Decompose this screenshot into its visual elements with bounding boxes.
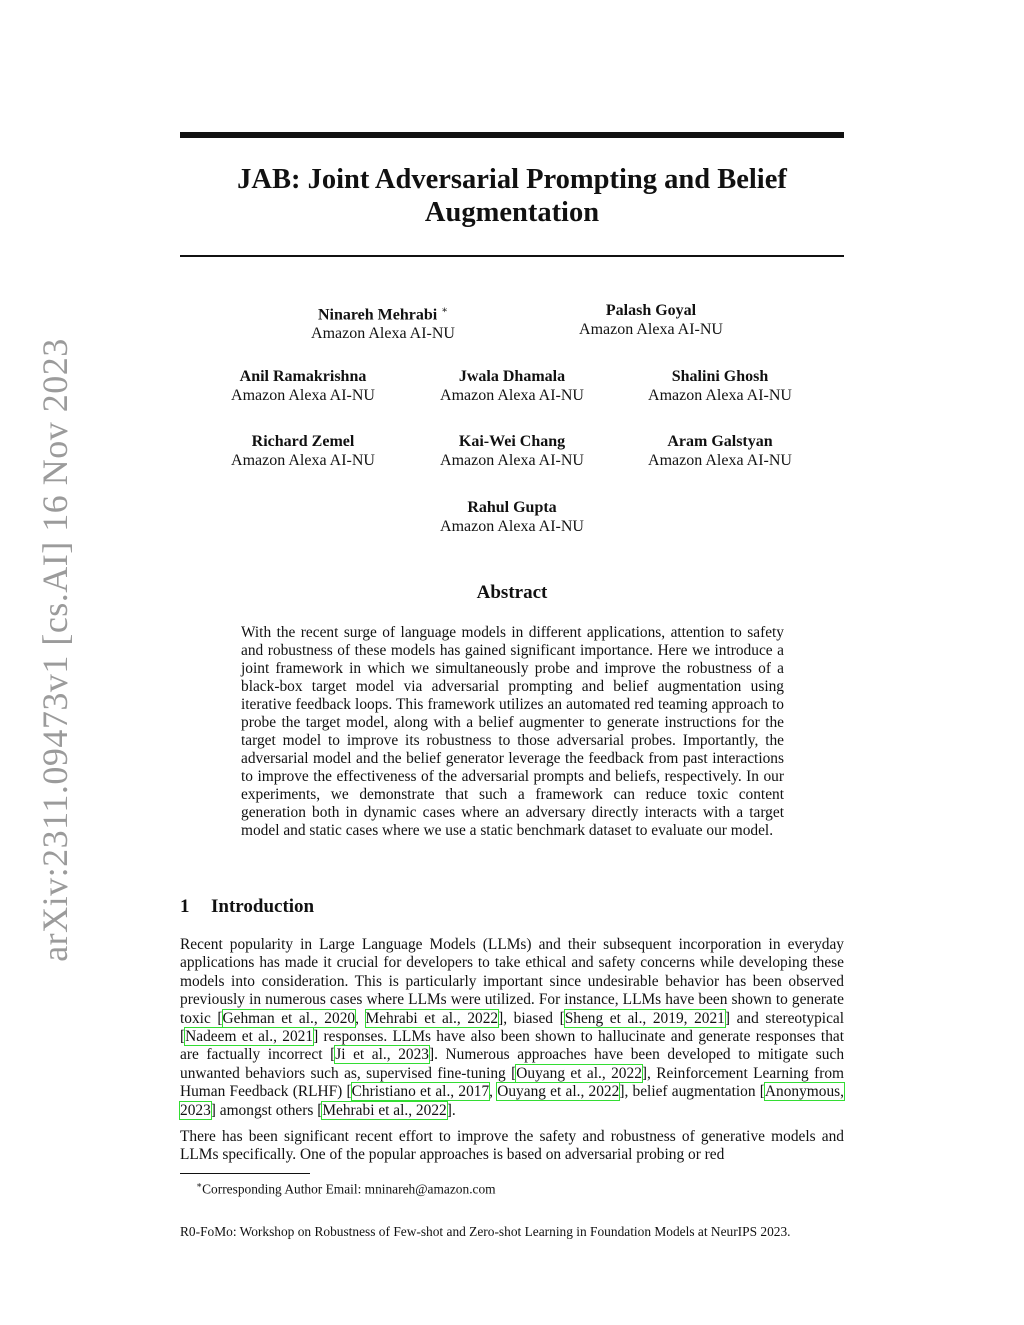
author-affiliation: Amazon Alexa AI-NU bbox=[440, 518, 584, 535]
author-block bbox=[541, 301, 761, 339]
author-name: Ninareh Mehrabi ∗ bbox=[317, 305, 449, 324]
author-block bbox=[610, 367, 830, 405]
citation-link[interactable]: Ji et al., 2023 bbox=[335, 1046, 429, 1064]
title-bottom-rule bbox=[180, 255, 844, 257]
footnote-text: Corresponding Author Email: mninareh@amazon.com bbox=[202, 1181, 496, 1197]
author-name: Jwala Dhamala bbox=[458, 368, 566, 385]
author-affiliation: Amazon Alexa AI-NU bbox=[231, 387, 375, 404]
author-block bbox=[402, 498, 622, 536]
author-footnote-mark: ∗ bbox=[441, 305, 449, 316]
paper-title: JAB: Joint Adversarial Prompting and Belief Augmentation bbox=[237, 164, 787, 228]
author-affiliation: Amazon Alexa AI-NU bbox=[579, 321, 723, 338]
author-affiliation: Amazon Alexa AI-NU bbox=[440, 387, 584, 404]
author-block bbox=[402, 432, 622, 470]
citation-link[interactable]: Mehrabi et al., 2022 bbox=[322, 1101, 447, 1119]
citation-link[interactable]: Mehrabi et al., 2022 bbox=[365, 1009, 499, 1027]
intro-paragraph-2: There has been significant recent effort to improve the safety and robustness of generative models and LLMs specifically. One of the popular approaches is based on adversarial probing or red bbox=[180, 1128, 844, 1164]
section-title: Introduction bbox=[211, 896, 315, 917]
author-affiliation: Amazon Alexa AI-NU bbox=[440, 452, 584, 469]
abstract-heading: Abstract bbox=[476, 582, 548, 603]
author-affiliation: Amazon Alexa AI-NU bbox=[648, 452, 792, 469]
citation-link[interactable]: Ouyang et al., 2022 bbox=[497, 1083, 620, 1101]
author-name: Rahul Gupta bbox=[467, 499, 557, 516]
author-name: Palash Goyal bbox=[605, 302, 697, 319]
author-name: Anil Ramakrishna bbox=[239, 368, 367, 385]
footnote bbox=[196, 1177, 496, 1197]
author-block bbox=[273, 301, 493, 343]
citation-link[interactable]: Nadeem et al., 2021 bbox=[185, 1028, 314, 1046]
arxiv-identifier[interactable]: arXiv:2311.09473v1 [cs.AI] 16 Nov 2023 bbox=[35, 337, 75, 962]
author-name: Aram Galstyan bbox=[667, 433, 773, 450]
author-block bbox=[193, 432, 413, 470]
footnote-rule bbox=[180, 1173, 310, 1174]
title-top-rule bbox=[180, 132, 844, 138]
citation-link[interactable]: Anonymous, 2023 bbox=[180, 1083, 845, 1119]
citation-link[interactable]: Gehman et al., 2020 bbox=[222, 1009, 356, 1027]
author-block bbox=[193, 367, 413, 405]
author-block bbox=[610, 432, 830, 470]
citation-link[interactable]: Christiano et al., 2017 bbox=[351, 1083, 490, 1101]
section-number: 1 bbox=[180, 896, 190, 917]
author-block bbox=[402, 367, 622, 405]
footnote-mark: ∗ bbox=[196, 1180, 203, 1190]
section-heading bbox=[180, 896, 314, 918]
author-affiliation: Amazon Alexa AI-NU bbox=[231, 452, 375, 469]
author-affiliation: Amazon Alexa AI-NU bbox=[311, 325, 455, 343]
author-affiliation: Amazon Alexa AI-NU bbox=[648, 387, 792, 404]
citation-link[interactable]: Sheng et al., 2019, 2021 bbox=[564, 1009, 725, 1027]
intro-paragraph-1: Recent popularity in Large Language Models (LLMs) and their subsequent incorporation in everyday applications has made it crucial for developers to take ethical and safety concerns while developing these models into consideration. This is particularly important since undesirable behavior has been observed previously in numerous cases where LLMs were utilized. For instance, LLMs have been shown to generate toxic [Gehman et al., 2020, Mehrabi et al., 2022], biased [Sheng et al., 2019, 2021] and stereotypical [Nadeem et al., 2021] responses. LLMs have also been shown to hallucinate and generate responses that are factually incorrect [Ji et al., 2023]. Numerous approaches have been developed to mitigate such unwanted behaviors such as, supervised fine-tuning [Ouyang et al., 2022], Reinforcement Learning from Human Feedback (RLHF) [Christiano et al., 2017, Ouyang et al., 2022], belief augmentation [Anonymous, 2023] amongst others [Mehrabi et al., 2022]. bbox=[180, 936, 845, 1119]
author-name: Kai-Wei Chang bbox=[458, 433, 566, 450]
author-name: Shalini Ghosh bbox=[671, 368, 769, 385]
abstract-body: With the recent surge of language models in different applications, attention to safety and robustness of these models has gained significant importance. Here we introduce a joint framework in which we simultaneously probe and improve the robustness of a black-box target model via adversarial prompting and belief augmentation using iterative feedback loops. This framework utilizes an automated red teaming approach to probe the target model, along with a belief augmenter to generate instructions for the target model to improve its robustness to those adversarial probes. Importantly, the adversarial model and the belief generator leverage the feedback from past interactions to improve the effectiveness of the adversarial prompts and beliefs, respectively. In our experiments, we demonstrate that such a framework can reduce toxic content generation both in dynamic cases where an adversary directly interacts with a target model and static cases where we use a static benchmark dataset to evaluate our model. bbox=[241, 624, 784, 839]
citation-link[interactable]: Ouyang et al., 2022 bbox=[516, 1064, 642, 1082]
author-name: Richard Zemel bbox=[251, 433, 355, 450]
venue-note: R0-FoMo: Workshop on Robustness of Few-shot and Zero-shot Learning in Foundation Models at NeurIPS 2023. bbox=[180, 1224, 791, 1239]
arxiv-sidebar bbox=[19, 337, 91, 962]
